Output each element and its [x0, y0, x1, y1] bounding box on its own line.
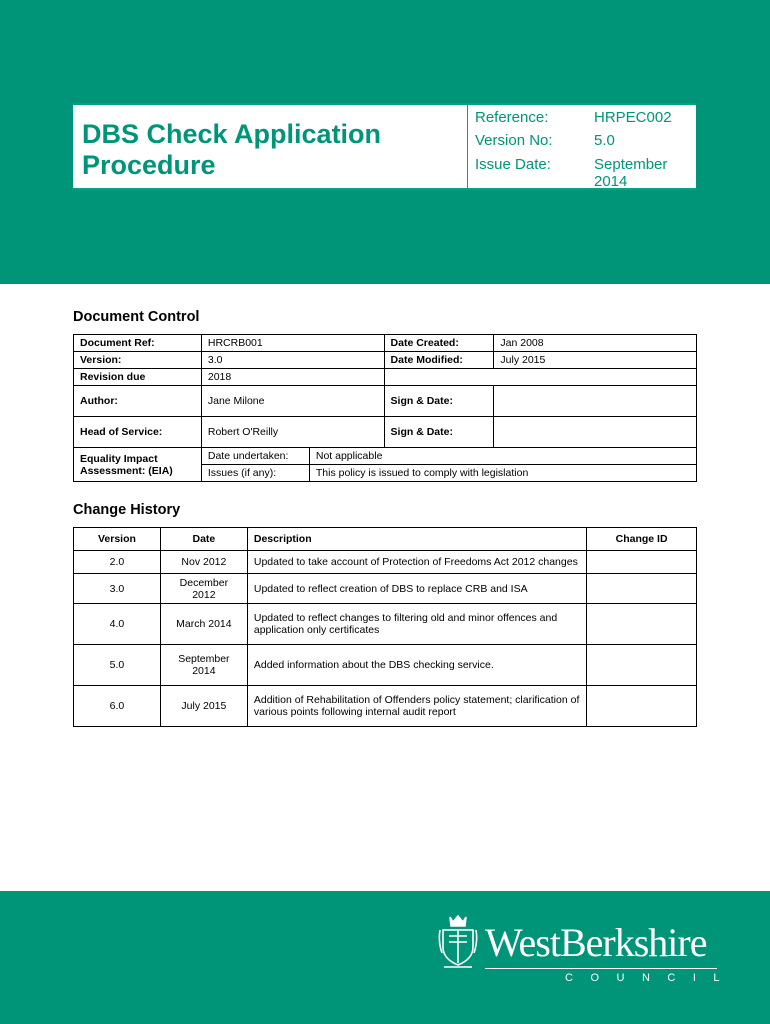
version-value: 5.0: [594, 132, 615, 149]
description-cell: Updated to take account of Protection of Freedoms Act 2012 changes: [247, 551, 586, 574]
reference-label: Reference:: [475, 109, 549, 126]
table-row: [74, 369, 697, 386]
table-row: [74, 645, 697, 686]
version-label: Version:: [74, 352, 202, 369]
title-line-2: Procedure: [82, 150, 216, 180]
change-id-cell: [587, 551, 697, 574]
issues-value: This policy is issued to comply with legislation: [315, 467, 529, 479]
table-row: [74, 604, 697, 645]
version-cell: 4.0: [74, 604, 161, 645]
column-header-date: Date: [160, 528, 247, 551]
description-cell: Added information about the DBS checking service.: [247, 645, 586, 686]
date-modified-value: July 2015: [494, 352, 697, 369]
author-label: Author:: [74, 386, 202, 417]
issues-label: Issues (if any):: [202, 465, 310, 481]
title-line-1: DBS Check Application: [82, 119, 382, 149]
doc-ref-value: HRCRB001: [201, 335, 384, 352]
date-modified-label: Date Modified:: [384, 352, 494, 369]
logo-rule: [485, 968, 717, 969]
table-row: [74, 686, 697, 727]
council-logo-subtext: COUNCIL: [565, 972, 738, 984]
version-value: 3.0: [201, 352, 384, 369]
author-sign-date-value: [494, 386, 697, 417]
issue-date-value: September 2014: [594, 156, 668, 190]
table-row: [74, 352, 697, 369]
table-row: [74, 417, 697, 448]
revision-label: Revision due: [74, 369, 202, 386]
change-history-table: [73, 527, 697, 727]
table-row: [74, 551, 697, 574]
head-sign-date-label: Sign & Date:: [384, 417, 494, 448]
eia-label: [74, 448, 202, 482]
column-header-change-id: Change ID: [587, 528, 697, 551]
version-label: Version No:: [475, 132, 553, 149]
change-id-cell: [587, 686, 697, 727]
change-id-cell: [587, 645, 697, 686]
description-cell: Updated to reflect creation of DBS to replace CRB and ISA: [247, 574, 586, 604]
document-control-table: [73, 334, 697, 482]
table-row: [74, 335, 697, 352]
change-id-cell: [587, 574, 697, 604]
date-created-value: Jan 2008: [494, 335, 697, 352]
eia-label-line-1: Equality Impact: [80, 452, 158, 465]
column-header-description: Description: [247, 528, 586, 551]
date-cell: July 2015: [160, 686, 247, 727]
table-row: [74, 574, 697, 604]
revision-value: 2018: [201, 369, 384, 386]
change-history-heading: Change History: [73, 502, 181, 518]
author-sign-date-label: Sign & Date:: [384, 386, 494, 417]
table-row: [74, 448, 697, 465]
date-created-label: Date Created:: [384, 335, 494, 352]
document-title: [82, 119, 452, 181]
description-cell: Updated to reflect changes to filtering old and minor offences and application only certificates: [247, 604, 586, 645]
document-control-heading: Document Control: [73, 309, 200, 325]
date-undertaken-label: Date undertaken:: [202, 448, 310, 464]
date-cell: Nov 2012: [160, 551, 247, 574]
date-cell: September 2014: [160, 645, 247, 686]
doc-ref-label: Document Ref:: [74, 335, 202, 352]
column-header-version: Version: [74, 528, 161, 551]
change-id-cell: [587, 604, 697, 645]
head-of-service-label: Head of Service:: [74, 417, 202, 448]
empty-cell: [384, 369, 696, 386]
title-box: [73, 103, 696, 190]
author-value: Jane Milone: [201, 386, 384, 417]
version-cell: 5.0: [74, 645, 161, 686]
header-band: [0, 0, 770, 284]
issue-date-label: Issue Date:: [475, 156, 551, 173]
head-of-service-value: Robert O'Reilly: [201, 417, 384, 448]
date-cell: December 2012: [160, 574, 247, 604]
reference-value: HRPEC002: [594, 109, 672, 126]
version-cell: 2.0: [74, 551, 161, 574]
head-sign-date-value: [494, 417, 697, 448]
date-cell: March 2014: [160, 604, 247, 645]
table-row: [74, 386, 697, 417]
eia-label-line-2: Assessment: (EIA): [80, 464, 173, 477]
council-logo-text: WestBerkshire: [485, 920, 707, 965]
date-undertaken-value: Not applicable: [315, 450, 383, 462]
eia-issues: [201, 465, 696, 482]
eia-detail: [201, 448, 696, 465]
meta-divider: [467, 105, 468, 188]
council-crest-icon: [438, 913, 478, 971]
description-cell: Addition of Rehabilitation of Offenders policy statement; clarification of various points following internal audit report: [247, 686, 586, 727]
version-cell: 3.0: [74, 574, 161, 604]
table-header-row: [74, 528, 697, 551]
version-cell: 6.0: [74, 686, 161, 727]
